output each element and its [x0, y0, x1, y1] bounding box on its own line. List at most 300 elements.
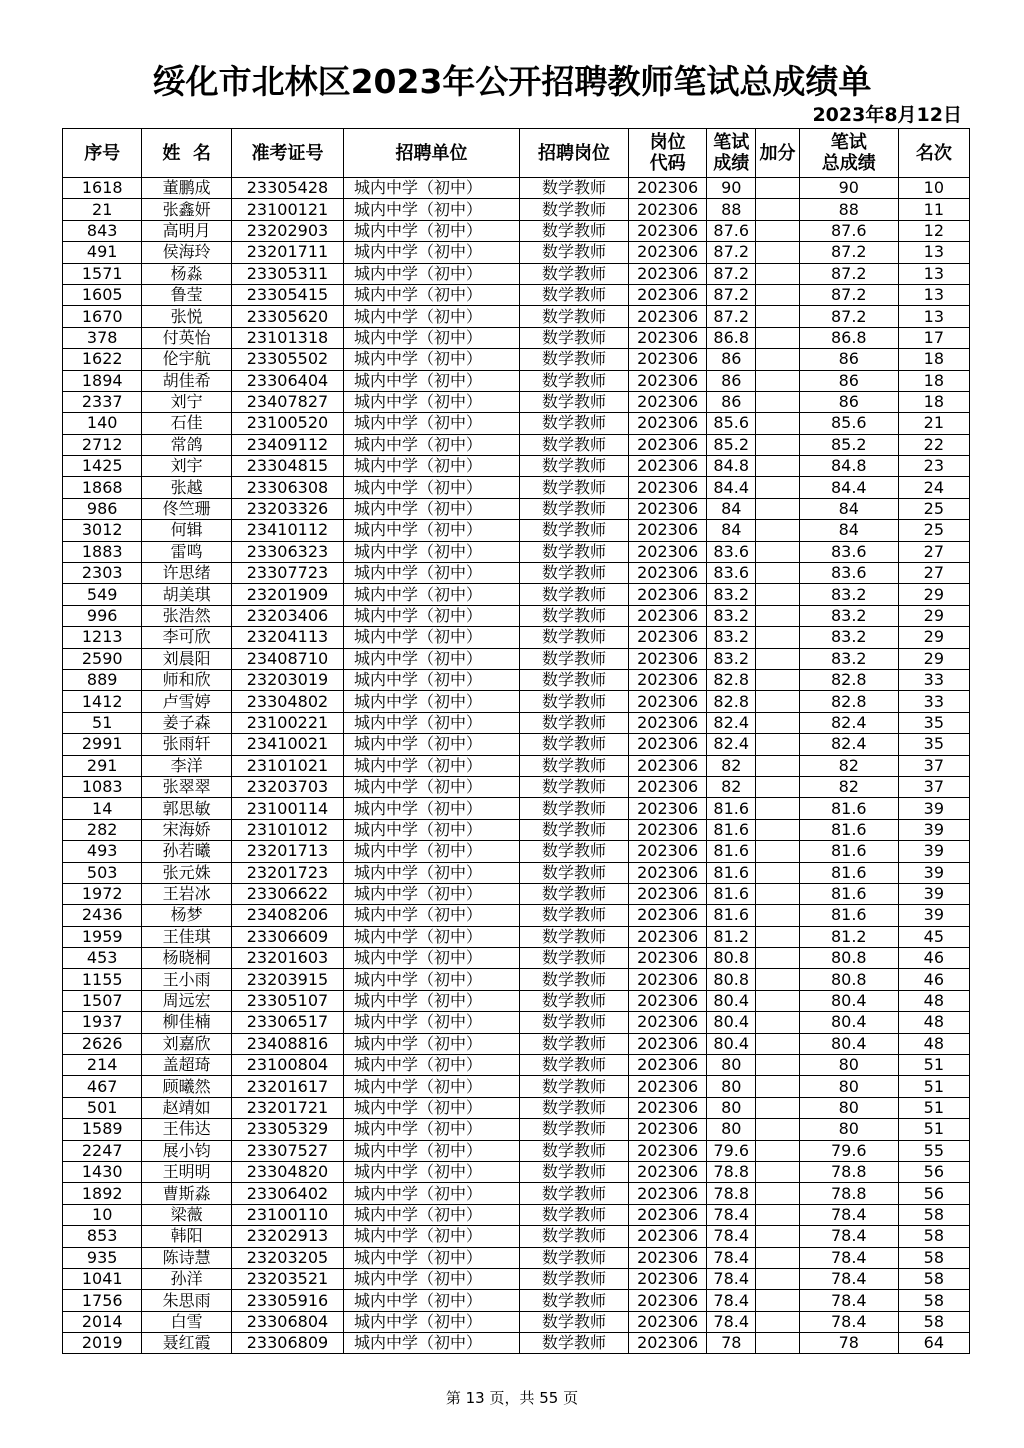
cell-bonus [756, 349, 800, 370]
cell-unit: 城内中学（初中） [343, 905, 519, 926]
cell-unit: 城内中学（初中） [343, 306, 519, 327]
cell-rank: 56 [898, 1161, 969, 1182]
cell-exam-id: 23305107 [231, 990, 343, 1011]
cell-exam-id: 23306609 [231, 926, 343, 947]
cell-bonus [756, 584, 800, 605]
cell-position-code: 202306 [628, 370, 706, 391]
cell-exam-id: 23201713 [231, 841, 343, 862]
cell-written-score: 83.2 [707, 605, 756, 626]
cell-position: 数学教师 [520, 1333, 629, 1354]
cell-total-score: 78.4 [799, 1204, 898, 1225]
table-row [63, 1119, 970, 1140]
cell-rank: 46 [898, 969, 969, 990]
cell-exam-id: 23305311 [231, 263, 343, 284]
cell-rank: 21 [898, 413, 969, 434]
table-row [63, 691, 970, 712]
cell-exam-id: 23305428 [231, 178, 343, 199]
cell-rank: 48 [898, 990, 969, 1011]
cell-position-code: 202306 [628, 1012, 706, 1033]
table-row [63, 1076, 970, 1097]
cell-name: 王伟达 [142, 1119, 232, 1140]
cell-rank: 12 [898, 220, 969, 241]
cell-unit: 城内中学（初中） [343, 349, 519, 370]
cell-position: 数学教师 [520, 734, 629, 755]
table-row [63, 1140, 970, 1161]
cell-position-code: 202306 [628, 1183, 706, 1204]
cell-position: 数学教师 [520, 1097, 629, 1118]
cell-seq: 2436 [63, 905, 142, 926]
cell-position-code: 202306 [628, 648, 706, 669]
cell-rank: 17 [898, 327, 969, 348]
cell-written-score: 87.6 [707, 220, 756, 241]
cell-total-score: 80 [799, 1097, 898, 1118]
cell-position-code: 202306 [628, 1290, 706, 1311]
cell-position: 数学教师 [520, 434, 629, 455]
cell-bonus [756, 306, 800, 327]
cell-position: 数学教师 [520, 220, 629, 241]
cell-seq: 501 [63, 1097, 142, 1118]
cell-name: 盖超琦 [142, 1055, 232, 1076]
cell-exam-id: 23100114 [231, 798, 343, 819]
cell-rank: 51 [898, 1119, 969, 1140]
table-header-row [63, 129, 970, 178]
cell-unit: 城内中学（初中） [343, 391, 519, 412]
cell-rank: 37 [898, 776, 969, 797]
table-row [63, 926, 970, 947]
cell-written-score: 88 [707, 199, 756, 220]
table-row [63, 584, 970, 605]
cell-exam-id: 23201723 [231, 862, 343, 883]
cell-exam-id: 23202903 [231, 220, 343, 241]
cell-seq: 453 [63, 948, 142, 969]
cell-bonus [756, 948, 800, 969]
cell-written-score: 80.8 [707, 948, 756, 969]
cell-position: 数学教师 [520, 306, 629, 327]
cell-seq: 853 [63, 1226, 142, 1247]
cell-written-score: 80 [707, 1119, 756, 1140]
cell-unit: 城内中学（初中） [343, 605, 519, 626]
cell-unit: 城内中学（初中） [343, 926, 519, 947]
cell-seq: 843 [63, 220, 142, 241]
cell-seq: 1868 [63, 477, 142, 498]
cell-seq: 2019 [63, 1333, 142, 1354]
cell-exam-id: 23306402 [231, 1183, 343, 1204]
cell-position-code: 202306 [628, 798, 706, 819]
cell-total-score: 81.6 [799, 819, 898, 840]
cell-total-score: 80.8 [799, 969, 898, 990]
cell-written-score: 81.2 [707, 926, 756, 947]
cell-seq: 1959 [63, 926, 142, 947]
cell-rank: 39 [898, 862, 969, 883]
cell-rank: 18 [898, 370, 969, 391]
cell-written-score: 84.8 [707, 456, 756, 477]
cell-position: 数学教师 [520, 1226, 629, 1247]
cell-name: 白雪 [142, 1311, 232, 1332]
cell-written-score: 82 [707, 776, 756, 797]
table-row [63, 370, 970, 391]
cell-unit: 城内中学（初中） [343, 841, 519, 862]
cell-bonus [756, 1226, 800, 1247]
cell-name: 王佳琪 [142, 926, 232, 947]
cell-unit: 城内中学（初中） [343, 1119, 519, 1140]
cell-total-score: 84.8 [799, 456, 898, 477]
cell-seq: 503 [63, 862, 142, 883]
cell-unit: 城内中学（初中） [343, 284, 519, 305]
cell-bonus [756, 819, 800, 840]
cell-exam-id: 23306404 [231, 370, 343, 391]
cell-seq: 935 [63, 1247, 142, 1268]
cell-exam-id: 23203205 [231, 1247, 343, 1268]
cell-exam-id: 23305415 [231, 284, 343, 305]
cell-position: 数学教师 [520, 584, 629, 605]
col-header-rank: 名次 [898, 129, 969, 178]
cell-position-code: 202306 [628, 1204, 706, 1225]
cell-name: 董鹏成 [142, 178, 232, 199]
cell-exam-id: 23304802 [231, 691, 343, 712]
cell-seq: 1430 [63, 1161, 142, 1182]
cell-position-code: 202306 [628, 712, 706, 733]
cell-position: 数学教师 [520, 648, 629, 669]
cell-position-code: 202306 [628, 605, 706, 626]
cell-written-score: 83.2 [707, 627, 756, 648]
cell-exam-id: 23408206 [231, 905, 343, 926]
cell-name: 韩阳 [142, 1226, 232, 1247]
cell-total-score: 81.6 [799, 862, 898, 883]
cell-rank: 39 [898, 819, 969, 840]
cell-seq: 14 [63, 798, 142, 819]
cell-rank: 24 [898, 477, 969, 498]
cell-seq: 1507 [63, 990, 142, 1011]
cell-position-code: 202306 [628, 1033, 706, 1054]
cell-bonus [756, 841, 800, 862]
cell-written-score: 80.8 [707, 969, 756, 990]
cell-bonus [756, 669, 800, 690]
cell-position-code: 202306 [628, 242, 706, 263]
cell-written-score: 87.2 [707, 242, 756, 263]
cell-unit: 城内中学（初中） [343, 798, 519, 819]
cell-seq: 10 [63, 1204, 142, 1225]
cell-rank: 58 [898, 1204, 969, 1225]
cell-position-code: 202306 [628, 1226, 706, 1247]
table-row [63, 413, 970, 434]
cell-total-score: 84 [799, 498, 898, 519]
col-header-total-score: 笔试 总成绩 [799, 129, 898, 178]
cell-position: 数学教师 [520, 1161, 629, 1182]
cell-unit: 城内中学（初中） [343, 648, 519, 669]
score-table [62, 128, 970, 1354]
table-row [63, 669, 970, 690]
cell-position: 数学教师 [520, 370, 629, 391]
cell-name: 赵靖如 [142, 1097, 232, 1118]
cell-seq: 1425 [63, 456, 142, 477]
cell-unit: 城内中学（初中） [343, 1161, 519, 1182]
cell-unit: 城内中学（初中） [343, 498, 519, 519]
cell-position-code: 202306 [628, 1076, 706, 1097]
cell-position: 数学教师 [520, 990, 629, 1011]
cell-seq: 1083 [63, 776, 142, 797]
cell-position-code: 202306 [628, 434, 706, 455]
cell-unit: 城内中学（初中） [343, 434, 519, 455]
cell-written-score: 78.4 [707, 1311, 756, 1332]
cell-position-code: 202306 [628, 755, 706, 776]
cell-exam-id: 23202913 [231, 1226, 343, 1247]
cell-unit: 城内中学（初中） [343, 263, 519, 284]
cell-written-score: 83.6 [707, 541, 756, 562]
cell-exam-id: 23306804 [231, 1311, 343, 1332]
cell-bonus [756, 220, 800, 241]
cell-rank: 10 [898, 178, 969, 199]
cell-rank: 27 [898, 563, 969, 584]
cell-seq: 889 [63, 669, 142, 690]
cell-unit: 城内中学（初中） [343, 691, 519, 712]
cell-unit: 城内中学（初中） [343, 477, 519, 498]
cell-total-score: 87.2 [799, 306, 898, 327]
cell-position: 数学教师 [520, 948, 629, 969]
cell-position: 数学教师 [520, 841, 629, 862]
cell-name: 杨淼 [142, 263, 232, 284]
cell-rank: 29 [898, 627, 969, 648]
cell-total-score: 87.6 [799, 220, 898, 241]
cell-written-score: 81.6 [707, 798, 756, 819]
cell-bonus [756, 1119, 800, 1140]
cell-exam-id: 23409112 [231, 434, 343, 455]
cell-position: 数学教师 [520, 1290, 629, 1311]
cell-exam-id: 23306323 [231, 541, 343, 562]
cell-rank: 13 [898, 306, 969, 327]
cell-written-score: 78.4 [707, 1247, 756, 1268]
cell-total-score: 82.4 [799, 734, 898, 755]
cell-total-score: 78.8 [799, 1183, 898, 1204]
table-row [63, 605, 970, 626]
table-row [63, 734, 970, 755]
cell-exam-id: 23203326 [231, 498, 343, 519]
cell-exam-id: 23203406 [231, 605, 343, 626]
cell-position: 数学教师 [520, 1076, 629, 1097]
cell-rank: 51 [898, 1076, 969, 1097]
table-row [63, 199, 970, 220]
cell-bonus [756, 627, 800, 648]
cell-position-code: 202306 [628, 584, 706, 605]
cell-total-score: 83.2 [799, 605, 898, 626]
cell-exam-id: 23305329 [231, 1119, 343, 1140]
cell-name: 孙洋 [142, 1268, 232, 1289]
cell-seq: 140 [63, 413, 142, 434]
cell-total-score: 85.6 [799, 413, 898, 434]
cell-exam-id: 23201603 [231, 948, 343, 969]
cell-name: 顾曦然 [142, 1076, 232, 1097]
cell-rank: 25 [898, 520, 969, 541]
cell-position: 数学教师 [520, 199, 629, 220]
cell-bonus [756, 1311, 800, 1332]
cell-bonus [756, 1076, 800, 1097]
cell-seq: 986 [63, 498, 142, 519]
cell-position: 数学教师 [520, 391, 629, 412]
cell-total-score: 83.2 [799, 627, 898, 648]
cell-bonus [756, 370, 800, 391]
cell-bonus [756, 1204, 800, 1225]
cell-name: 李可欣 [142, 627, 232, 648]
cell-unit: 城内中学（初中） [343, 1290, 519, 1311]
cell-name: 周远宏 [142, 990, 232, 1011]
cell-bonus [756, 926, 800, 947]
cell-seq: 1622 [63, 349, 142, 370]
cell-position: 数学教师 [520, 1012, 629, 1033]
cell-bonus [756, 1247, 800, 1268]
cell-rank: 29 [898, 648, 969, 669]
cell-rank: 64 [898, 1333, 969, 1354]
cell-position-code: 202306 [628, 1333, 706, 1354]
table-row [63, 905, 970, 926]
cell-position: 数学教师 [520, 242, 629, 263]
cell-position: 数学教师 [520, 1204, 629, 1225]
cell-bonus [756, 1033, 800, 1054]
cell-seq: 491 [63, 242, 142, 263]
cell-unit: 城内中学（初中） [343, 1033, 519, 1054]
cell-written-score: 80.4 [707, 1033, 756, 1054]
cell-position-code: 202306 [628, 734, 706, 755]
cell-position-code: 202306 [628, 327, 706, 348]
cell-bonus [756, 969, 800, 990]
cell-position-code: 202306 [628, 199, 706, 220]
cell-exam-id: 23410112 [231, 520, 343, 541]
cell-exam-id: 23100110 [231, 1204, 343, 1225]
cell-unit: 城内中学（初中） [343, 413, 519, 434]
cell-exam-id: 23101318 [231, 327, 343, 348]
table-row [63, 1247, 970, 1268]
cell-position: 数学教师 [520, 1140, 629, 1161]
cell-position-code: 202306 [628, 969, 706, 990]
cell-name: 张翠翠 [142, 776, 232, 797]
cell-total-score: 82.8 [799, 691, 898, 712]
cell-unit: 城内中学（初中） [343, 1055, 519, 1076]
cell-position-code: 202306 [628, 263, 706, 284]
cell-unit: 城内中学（初中） [343, 1204, 519, 1225]
cell-exam-id: 23408816 [231, 1033, 343, 1054]
cell-bonus [756, 1097, 800, 1118]
cell-position: 数学教师 [520, 862, 629, 883]
cell-position-code: 202306 [628, 1268, 706, 1289]
table-row [63, 242, 970, 263]
cell-position: 数学教师 [520, 1055, 629, 1076]
table-row [63, 841, 970, 862]
cell-seq: 1213 [63, 627, 142, 648]
cell-total-score: 85.2 [799, 434, 898, 455]
cell-total-score: 82 [799, 776, 898, 797]
cell-name: 柳佳楠 [142, 1012, 232, 1033]
cell-total-score: 80 [799, 1119, 898, 1140]
cell-position: 数学教师 [520, 1183, 629, 1204]
cell-position-code: 202306 [628, 669, 706, 690]
cell-position: 数学教师 [520, 1247, 629, 1268]
cell-rank: 58 [898, 1290, 969, 1311]
cell-seq: 2991 [63, 734, 142, 755]
cell-written-score: 82.4 [707, 734, 756, 755]
cell-name: 刘晨阳 [142, 648, 232, 669]
cell-unit: 城内中学（初中） [343, 1247, 519, 1268]
cell-exam-id: 23203703 [231, 776, 343, 797]
cell-name: 陈诗慧 [142, 1247, 232, 1268]
cell-position-code: 202306 [628, 905, 706, 926]
col-header-unit: 招聘单位 [343, 129, 519, 178]
cell-position: 数学教师 [520, 498, 629, 519]
cell-total-score: 86 [799, 391, 898, 412]
cell-total-score: 87.2 [799, 284, 898, 305]
cell-rank: 35 [898, 712, 969, 733]
cell-position-code: 202306 [628, 1161, 706, 1182]
col-header-bonus: 加分 [756, 129, 800, 178]
cell-total-score: 78.4 [799, 1268, 898, 1289]
cell-total-score: 81.6 [799, 841, 898, 862]
cell-exam-id: 23408710 [231, 648, 343, 669]
cell-unit: 城内中学（初中） [343, 1268, 519, 1289]
cell-bonus [756, 456, 800, 477]
cell-written-score: 86 [707, 349, 756, 370]
cell-unit: 城内中学（初中） [343, 1076, 519, 1097]
cell-position-code: 202306 [628, 413, 706, 434]
cell-rank: 58 [898, 1226, 969, 1247]
cell-name: 鲁莹 [142, 284, 232, 305]
cell-total-score: 86 [799, 349, 898, 370]
cell-exam-id: 23201711 [231, 242, 343, 263]
cell-bonus [756, 520, 800, 541]
cell-total-score: 80.4 [799, 1033, 898, 1054]
cell-name: 王小雨 [142, 969, 232, 990]
cell-bonus [756, 1161, 800, 1182]
cell-total-score: 83.2 [799, 648, 898, 669]
cell-position: 数学教师 [520, 926, 629, 947]
cell-unit: 城内中学（初中） [343, 199, 519, 220]
cell-total-score: 81.6 [799, 798, 898, 819]
cell-unit: 城内中学（初中） [343, 755, 519, 776]
cell-written-score: 81.6 [707, 862, 756, 883]
cell-name: 王明明 [142, 1161, 232, 1182]
cell-bonus [756, 1012, 800, 1033]
cell-bonus [756, 1268, 800, 1289]
cell-bonus [756, 498, 800, 519]
col-header-written-score: 笔试 成绩 [707, 129, 756, 178]
cell-seq: 1670 [63, 306, 142, 327]
cell-written-score: 85.6 [707, 413, 756, 434]
cell-exam-id: 23100221 [231, 712, 343, 733]
cell-position-code: 202306 [628, 1140, 706, 1161]
cell-rank: 48 [898, 1012, 969, 1033]
cell-bonus [756, 905, 800, 926]
cell-written-score: 78.4 [707, 1226, 756, 1247]
cell-rank: 51 [898, 1097, 969, 1118]
cell-unit: 城内中学（初中） [343, 883, 519, 904]
cell-position-code: 202306 [628, 883, 706, 904]
cell-exam-id: 23100121 [231, 199, 343, 220]
cell-bonus [756, 284, 800, 305]
cell-exam-id: 23305620 [231, 306, 343, 327]
cell-bonus [756, 1140, 800, 1161]
cell-rank: 39 [898, 905, 969, 926]
cell-written-score: 87.2 [707, 306, 756, 327]
cell-unit: 城内中学（初中） [343, 456, 519, 477]
table-row [63, 712, 970, 733]
cell-total-score: 78.4 [799, 1311, 898, 1332]
cell-written-score: 82.8 [707, 691, 756, 712]
cell-bonus [756, 413, 800, 434]
page-title: 绥化市北林区2023年公开招聘教师笔试总成绩单 [152, 62, 872, 101]
cell-name: 杨梦 [142, 905, 232, 926]
cell-position-code: 202306 [628, 841, 706, 862]
cell-bonus [756, 605, 800, 626]
cell-total-score: 80 [799, 1055, 898, 1076]
cell-exam-id: 23305502 [231, 349, 343, 370]
cell-written-score: 86 [707, 370, 756, 391]
cell-seq: 2337 [63, 391, 142, 412]
